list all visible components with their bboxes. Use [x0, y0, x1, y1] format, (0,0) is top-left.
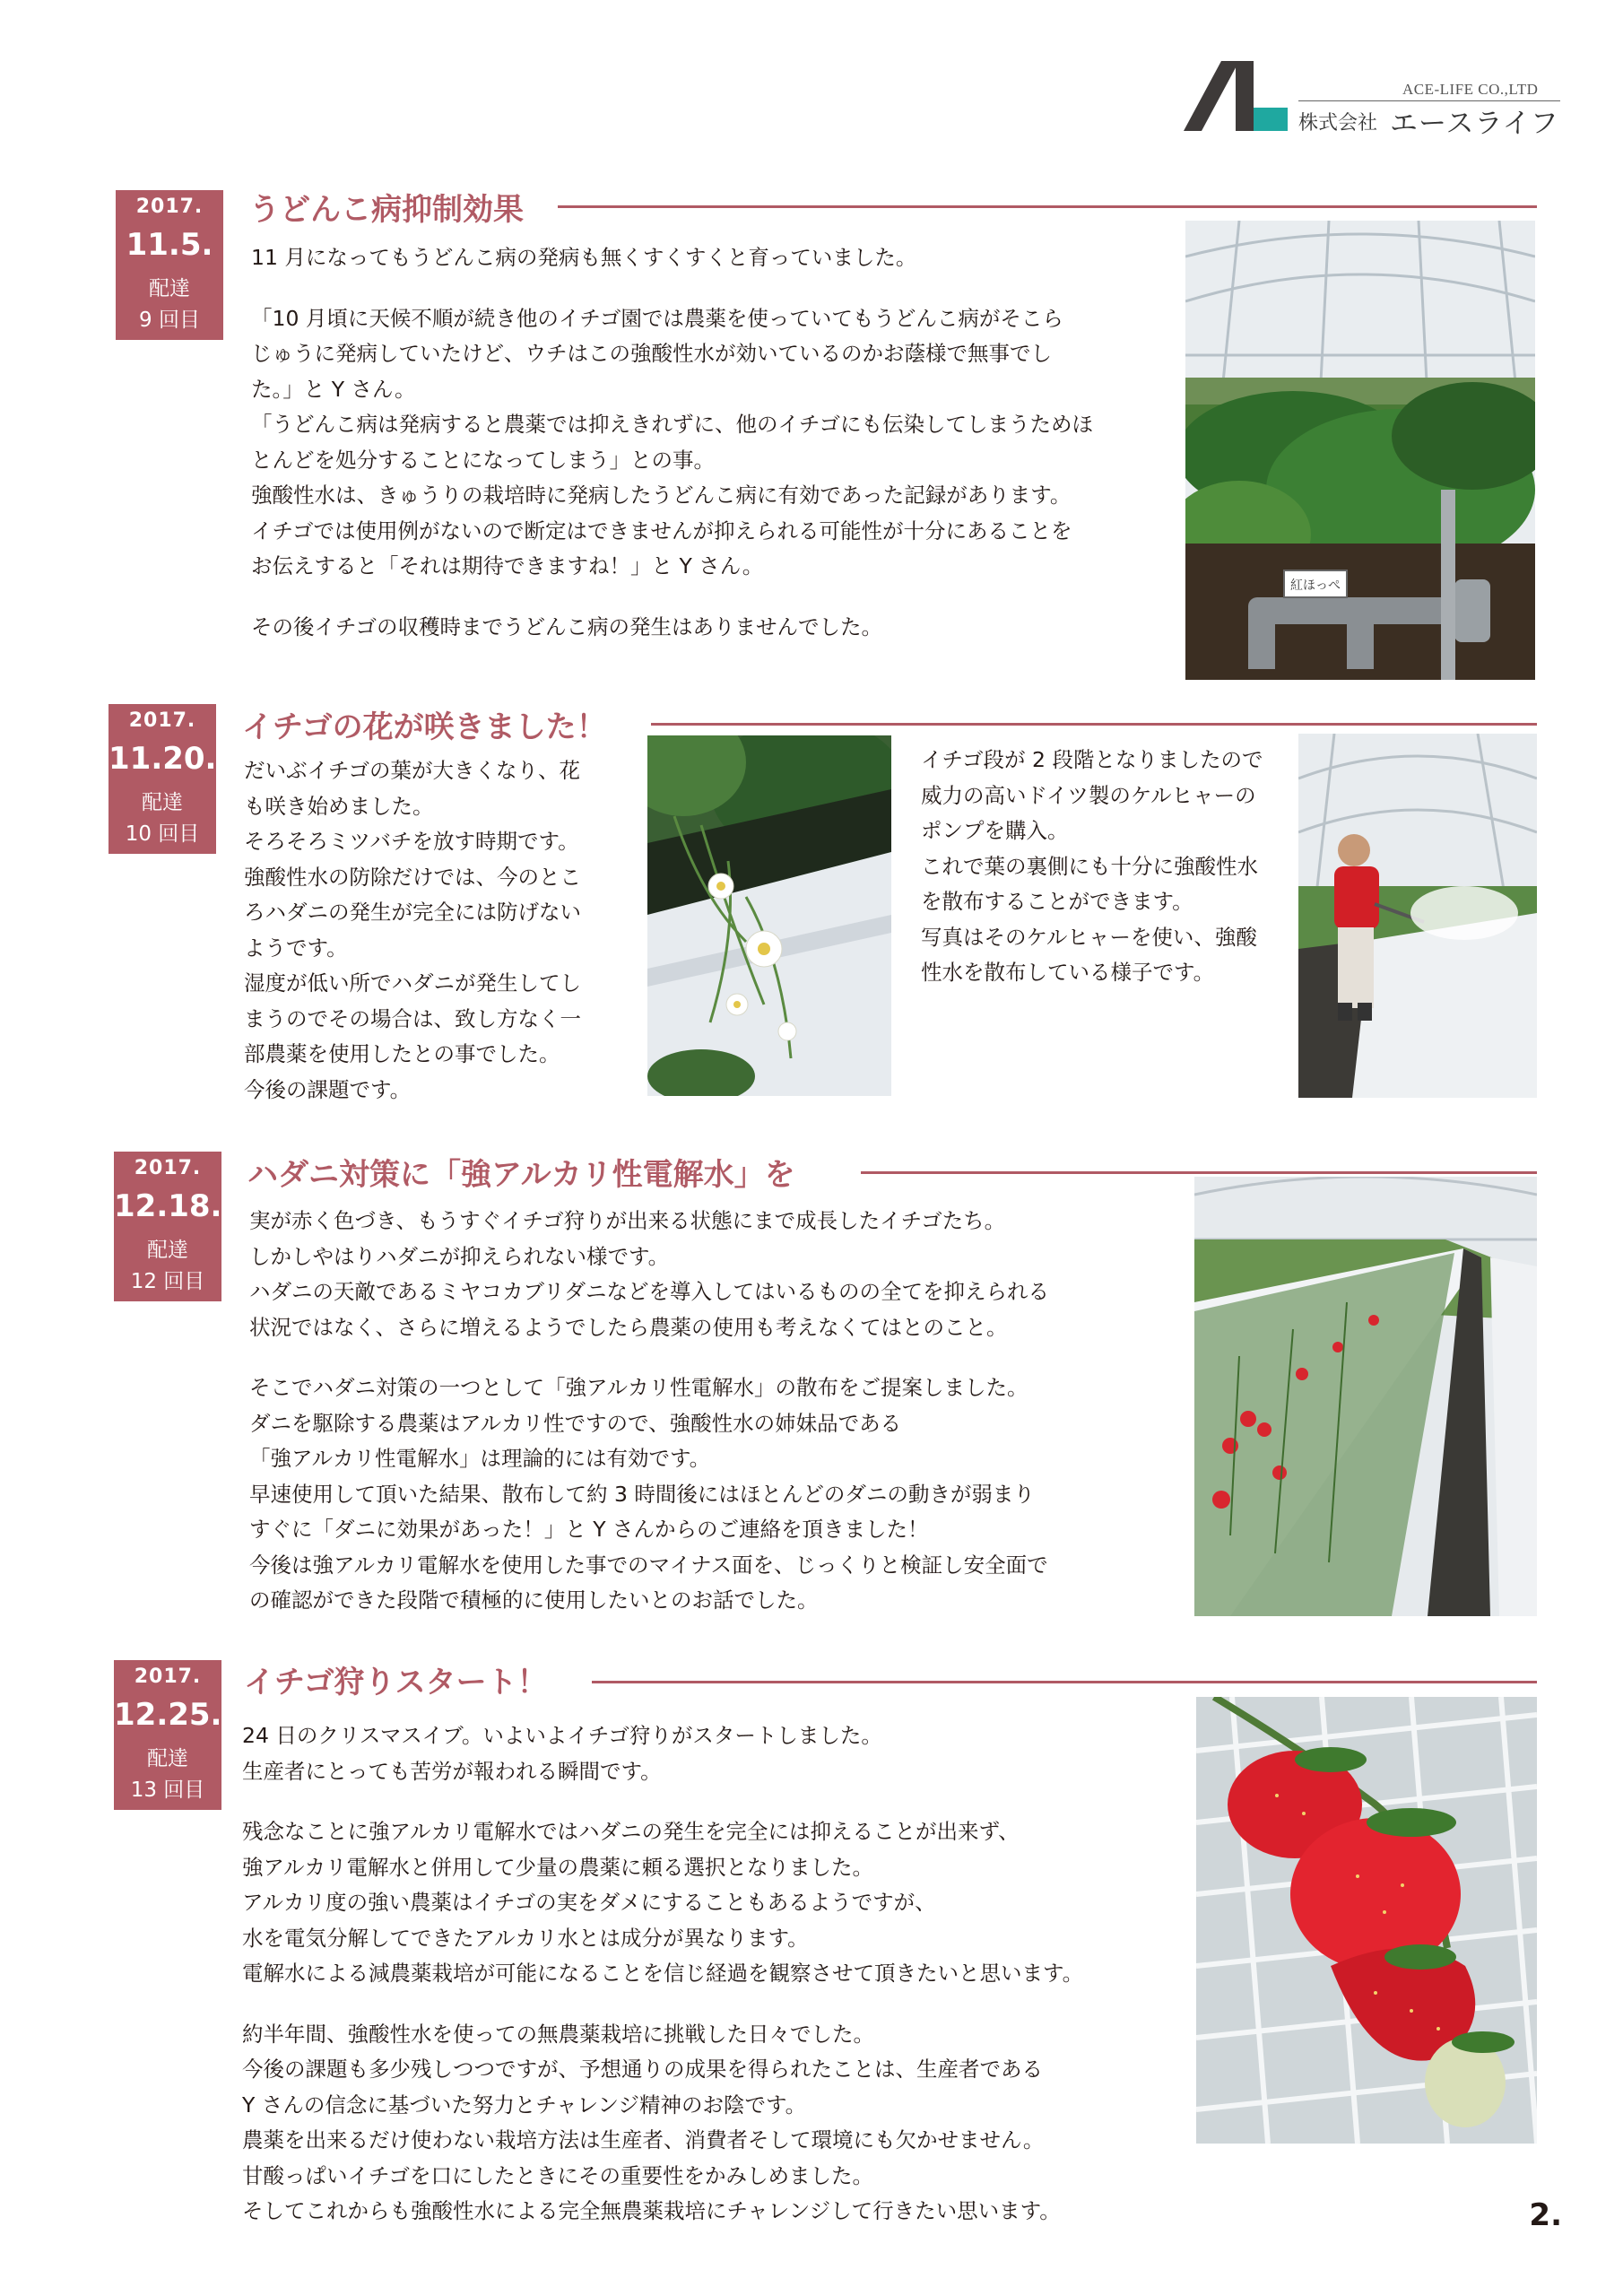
text-line: そこでハダニ対策の一つとして「強アルカリ性電解水」の散布をご提案しました。: [249, 1375, 1028, 1400]
text-line: 「10 月頃に天候不順が続き他のイチゴ園では農薬を使っていてもうどんこ病がそこら: [251, 305, 1063, 331]
section-title: うどんこ病抑制効果: [249, 192, 524, 228]
text-line: 部農薬を使用したとの事でした。: [244, 1041, 560, 1066]
text-line: すぐに「ダニに効果があった！」と Y さんからのご連絡を頂きました！: [249, 1517, 929, 1542]
photo-greenhouse-strawberry-plants: [1185, 221, 1535, 680]
date-day: 12.18.: [114, 1188, 222, 1224]
company-name-jp: エースライフ: [1390, 108, 1559, 140]
date-year: 2017.: [135, 196, 204, 218]
text-line: 残念なことに強アルカリ電解水ではハダニの発生を完全には抑えることが出来ず、: [242, 1819, 1020, 1844]
text-line: じゅうに発病していたけど、ウチはこの強酸性水が効いているのかお蔭様で無事でし: [251, 341, 1052, 366]
text-line: ようです。: [244, 935, 348, 961]
delivery-label: 配達: [149, 277, 190, 300]
section-body-left: [244, 753, 621, 1108]
text-line: そろそろミツバチを放す時期です。: [244, 829, 579, 854]
text-line: これで葉の裏側にも十分に強酸性水: [921, 853, 1258, 879]
text-line: 写真はそのケルヒャーを使い、強酸: [921, 924, 1257, 950]
ace-life-logo-mark: [1184, 61, 1289, 131]
section-body: [249, 1204, 1173, 1619]
text-line: 強酸性水は、きゅうりの栽培時に発病したうどんこ病に有効であった記録があります。: [251, 483, 1072, 508]
text-line: 生産者にとっても苦労が報われる瞬間です。: [242, 1758, 662, 1784]
text-line: イチゴでは使用例がないので断定はできませんが抑えられる可能性が十分にあることを: [251, 517, 1072, 544]
text-line: 11 月になってもうどんこ病の発病も無くすくすくと育っていました。: [251, 245, 917, 270]
title-rule: [592, 1681, 1537, 1683]
section-title: ハダニ対策に「強アルカリ性電解水」を: [247, 1157, 795, 1193]
text-line: そしてこれからも強酸性水による完全無農薬栽培にチャレンジして行きたい思います。: [242, 2198, 1061, 2223]
text-line: だいぶイチゴの葉が大きくなり、花: [244, 758, 581, 783]
delivery-count: 10 回目: [125, 822, 200, 846]
text-line: 性水を散布している様子です。: [921, 960, 1215, 985]
date-day: 11.5.: [126, 227, 213, 263]
text-line: ポンプを購入。: [921, 818, 1069, 843]
section-body-right: [921, 743, 1280, 991]
text-line: イチゴ段が 2 段階となりましたので: [921, 747, 1263, 772]
text-line: 水を電気分解してできたアルカリ水とは成分が異なります。: [242, 1925, 809, 1951]
date-badge: [108, 704, 216, 854]
plant-sign: 紅ほっぺ: [1290, 578, 1341, 593]
delivery-label: 配達: [147, 1747, 188, 1770]
date-year: 2017.: [128, 709, 196, 732]
text-line: 強アルカリ電解水と併用して少量の農薬に頼る選択となりました。: [242, 1854, 874, 1880]
text-line: の確認ができた段階で積極的に使用したいとのお話でした。: [249, 1587, 819, 1613]
text-line: ろハダニの発生が完全には防げない: [244, 900, 581, 925]
company-prefix: 株式会社: [1298, 112, 1378, 135]
text-line: 農薬を出来るだけ使わない栽培方法は生産者、消費者そして環境にも欠かせません。: [242, 2127, 1045, 2152]
text-line: Y さんの信念に基づいた努力とチャレンジ精神のお陰です。: [242, 2092, 807, 2118]
company-name-en: ACE-LIFE CO.,LTD: [1402, 81, 1539, 98]
photo-strawberry-flowers: [647, 735, 891, 1096]
text-line: 今後の課題も多少残しつつですが、予想通りの成果を得られたことは、生産者である: [242, 2057, 1043, 2082]
text-line: 今後の課題です。: [244, 1076, 412, 1102]
text-line: ハダニの天敵であるミヤコカブリダニなどを導入してはいるものの全てを抑えられる: [249, 1279, 1050, 1304]
text-line: ダニを駆除する農薬はアルカリ性ですので、強酸性水の姉妹品である: [249, 1410, 902, 1436]
delivery-count: 13 回目: [130, 1779, 205, 1802]
text-line: を散布することができます。: [921, 889, 1193, 914]
text-line: 強酸性水の防除だけでは、今のとこ: [244, 864, 581, 890]
text-line: とんどを処分することになってしまう」との事。: [251, 447, 715, 473]
date-day: 12.25.: [114, 1697, 222, 1733]
date-badge: [114, 1660, 221, 1810]
text-line: お伝えすると「それは期待できますね！」と Y さん。: [251, 553, 764, 578]
company-logo: [1184, 61, 1560, 140]
delivery-label: 配達: [147, 1239, 188, 1262]
text-line: 早速使用して頂いた結果、散布して約 3 時間後にはほとんどのダニの動きが弱まり: [249, 1481, 1035, 1507]
text-line: 「強アルカリ性電解水」は理論的には有効です。: [249, 1446, 711, 1471]
text-line: まうのでその場合は、致し方なく一: [244, 1005, 581, 1031]
text-line: 甘酸っぱいイチゴを口にしたときにその重要性をかみしめました。: [242, 2162, 874, 2188]
text-line: た。」と Y さん。: [251, 376, 416, 402]
section-title: イチゴ狩りスタート！: [244, 1665, 548, 1700]
title-rule: [558, 205, 1537, 208]
date-badge: [116, 190, 223, 340]
text-line: 今後は強アルカリ電解水を使用した事でのマイナス面を、じっくりと検証し安全面で: [249, 1552, 1048, 1578]
photo-ripe-strawberries: [1196, 1697, 1537, 2144]
delivery-count: 9 回目: [139, 309, 200, 332]
date-badge: [114, 1152, 221, 1301]
title-rule: [861, 1171, 1537, 1174]
date-day: 11.20.: [108, 741, 217, 777]
photo-strawberry-rows: [1194, 1177, 1537, 1616]
text-line: 電解水による減農薬栽培が可能になることを信じ経過を観察させて頂きたいと思います。: [242, 1961, 1084, 1986]
text-line: 24 日のクリスマスイブ。いよいよイチゴ狩りがスタートしました。: [242, 1723, 882, 1748]
text-line: その後イチゴの収穫時までうどんこ病の発生はありませんでした。: [251, 613, 883, 639]
text-line: しかしやはりハダニが抑えられない様です。: [249, 1243, 670, 1269]
title-rule: [651, 723, 1537, 726]
text-line: 威力の高いドイツ製のケルヒャーの: [921, 782, 1256, 808]
text-line: 湿度が低い所でハダニが発生してし: [244, 970, 581, 996]
photo-spraying-worker: [1298, 734, 1537, 1098]
date-year: 2017.: [134, 1157, 202, 1179]
date-year: 2017.: [134, 1665, 202, 1688]
page-number: 2.: [1529, 2197, 1562, 2233]
section-body: [251, 240, 1175, 645]
text-line: 「うどんこ病は発病すると農薬では抑えきれずに、他のイチゴにも伝染してしまうためほ: [251, 412, 1094, 437]
section-title: イチゴの花が咲きました！: [242, 709, 607, 745]
text-line: アルカリ度の強い農薬はイチゴの実をダメにすることもあるようですが、: [242, 1890, 936, 1915]
text-line: 約半年間、強酸性水を使っての無農薬栽培に挑戦した日々でした。: [242, 2021, 874, 2047]
section-body: [242, 1718, 1184, 2230]
text-line: 状況ではなく、さらに増えるようでしたら農薬の使用も考えなくてはとのこと。: [249, 1314, 1008, 1340]
delivery-label: 配達: [142, 791, 183, 814]
text-line: 実が赤く色づき、もうすぐイチゴ狩りが出来る状態にまで成長したイチゴたち。: [249, 1208, 1006, 1233]
delivery-count: 12 回目: [130, 1270, 205, 1293]
text-line: も咲き始めました。: [244, 793, 434, 819]
